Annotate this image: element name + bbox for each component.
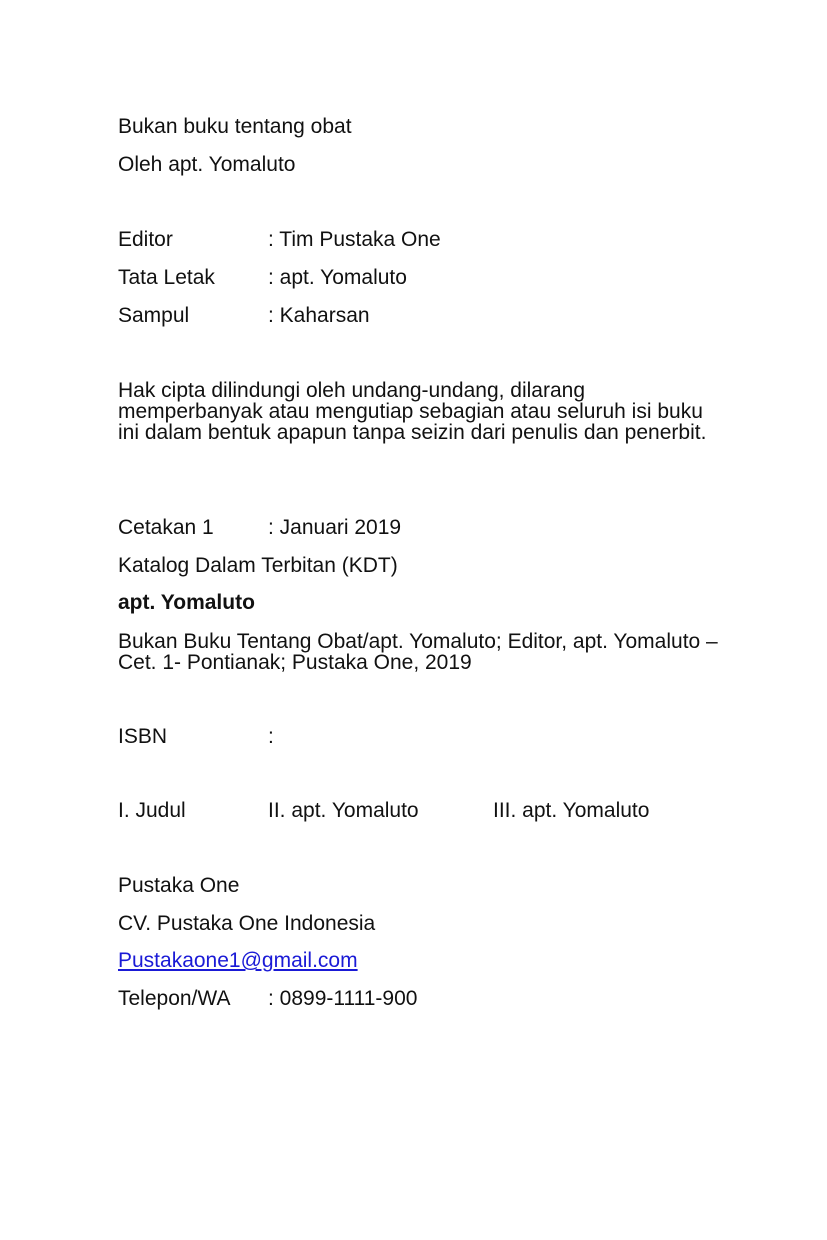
credit-value: : apt. Yomaluto: [268, 266, 407, 289]
kdt-author: apt. Yomaluto: [118, 591, 255, 614]
credit-label: Editor: [118, 228, 173, 251]
index-term-3: III. apt. Yomaluto: [493, 799, 650, 822]
credit-value: : Tim Pustaka One: [268, 228, 441, 251]
credit-layout: [118, 266, 407, 290]
credit-label: Tata Letak: [118, 266, 215, 289]
phone-value: : 0899-1111-900: [268, 987, 418, 1010]
index-term-1: I. Judul: [118, 799, 186, 822]
credit-editor: [118, 228, 441, 252]
isbn-value: :: [268, 725, 274, 748]
publisher-name: Pustaka One: [118, 874, 240, 897]
publisher-company: CV. Pustaka One Indonesia: [118, 912, 376, 935]
credit-label: Sampul: [118, 304, 190, 327]
kdt-entry: Bukan Buku Tentang Obat/apt. Yomaluto; Editor, apt. Yomaluto – Cet. 1- Pontianak; Pustaka One, 2019: [118, 630, 718, 674]
book-title: Bukan buku tentang obat: [118, 115, 352, 138]
email-link[interactable]: Pustakaone1@gmail.com: [118, 949, 358, 972]
credit-cover: [118, 304, 370, 328]
index-term-2: II. apt. Yomaluto: [268, 799, 419, 822]
isbn-label: ISBN: [118, 725, 168, 748]
isbn-line: [118, 725, 274, 749]
publisher-phone: [118, 987, 417, 1011]
edition-value: : Januari 2019: [268, 516, 402, 539]
copyright-notice: Hak cipta dilindungi oleh undang-undang, dilarang memperbanyak atau mengutiap sebagian atau seluruh isi buku ini dalam bentuk apapun tanpa seizin dari penulis dan penerbit.: [118, 379, 707, 444]
publisher-email: [118, 949, 358, 973]
phone-label: Telepon/WA: [118, 987, 231, 1010]
credit-value: : Kaharsan: [268, 304, 370, 327]
author-line: Oleh apt. Yomaluto: [118, 153, 296, 176]
edition-line: [118, 516, 401, 540]
edition-label: Cetakan 1: [118, 516, 214, 539]
kdt-heading: Katalog Dalam Terbitan (KDT): [118, 554, 398, 577]
